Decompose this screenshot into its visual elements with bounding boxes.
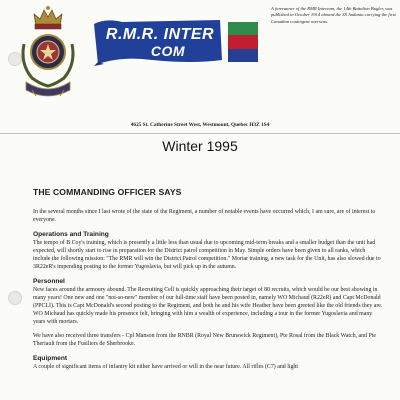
address-line: 4625 St. Catherine Street West, Westmount, Quebec H3Z 1S4 xyxy=(130,122,270,128)
logo-line-1: R.M.R. INTER xyxy=(105,25,215,43)
section-heading: Equipment xyxy=(33,355,68,362)
divider xyxy=(0,133,400,134)
section-equipment xyxy=(33,354,383,371)
title-logo xyxy=(92,18,224,66)
stripe-blue xyxy=(228,49,258,62)
section-operations xyxy=(33,230,383,271)
stripe-red xyxy=(228,35,258,48)
section-heading: Personnel xyxy=(33,278,65,285)
intro-paragraph: In the several months since I last wrote of the state of the Regiment, a number of notable events have occurred which, I am sure, are of interest to everyone. xyxy=(33,209,376,223)
section-paragraph: A couple of significant items of infantry kit either have arrived or will in the near future. All rifles (C7) and light xyxy=(33,364,299,370)
article xyxy=(33,187,383,377)
regimental-colours xyxy=(228,22,258,62)
regimental-crest-icon xyxy=(18,4,78,98)
issue-title: Winter 1995 xyxy=(162,138,238,154)
history-blurb: A forerunner of the RMR Intercom, the 14th Battalion Bugler, was published in October 1914 aboard the SS Andania carrying the first Canadian contingent overseas. xyxy=(271,6,396,24)
section-personnel xyxy=(33,277,383,348)
section-paragraph: New faces around the armoury abound. The Recruiting Cell is quickly approaching their target of 80 recruits, which would be our best showing in many years! One new and one "not-so-new" member of our full-time staff have been posted in, namely WO Michaud (R22eR) and Capt McDonald (PPCLI). This is Capt McDonald's second posting to the Regiment, and both he and his wife Heather have been greeted like the old friends they are. WO Michaud has quickly made his presence felt, bringing with him a wealth of experience, including a tour in the former Yugoslavia and many years with mortars. xyxy=(33,287,383,325)
logo-line-2: COM xyxy=(150,42,186,59)
section-heading: Operations and Training xyxy=(33,231,109,238)
article-headline: THE COMMANDING OFFICER SAYS xyxy=(33,187,182,197)
section-paragraph: The tempo of B Coy's training, which is presently a little less than usual due to upcoming mid-term breaks and a smaller budget than the unit had expected, will shortly start to rise in preparation for the District patrol competition in May. Simple orders have been given to all ranks, which include the following mission: "The RMR will win the District Patrol competition." Mortar training, a new task for the Unit, has also slowed due to 3R22eR's impending posting to the former Yugoslavia, but will pick up in the autumn. xyxy=(33,240,381,270)
punch-hole xyxy=(8,291,22,305)
section-paragraph: We have also received three transfers - Cpl Manson from the RNBR (Royal New Brunswick Regiment), Pte Rosal from the Black Watch, and Pte Theriault from the Fusiliers de Sherbrooke. xyxy=(33,333,376,347)
stripe-green xyxy=(228,22,258,35)
